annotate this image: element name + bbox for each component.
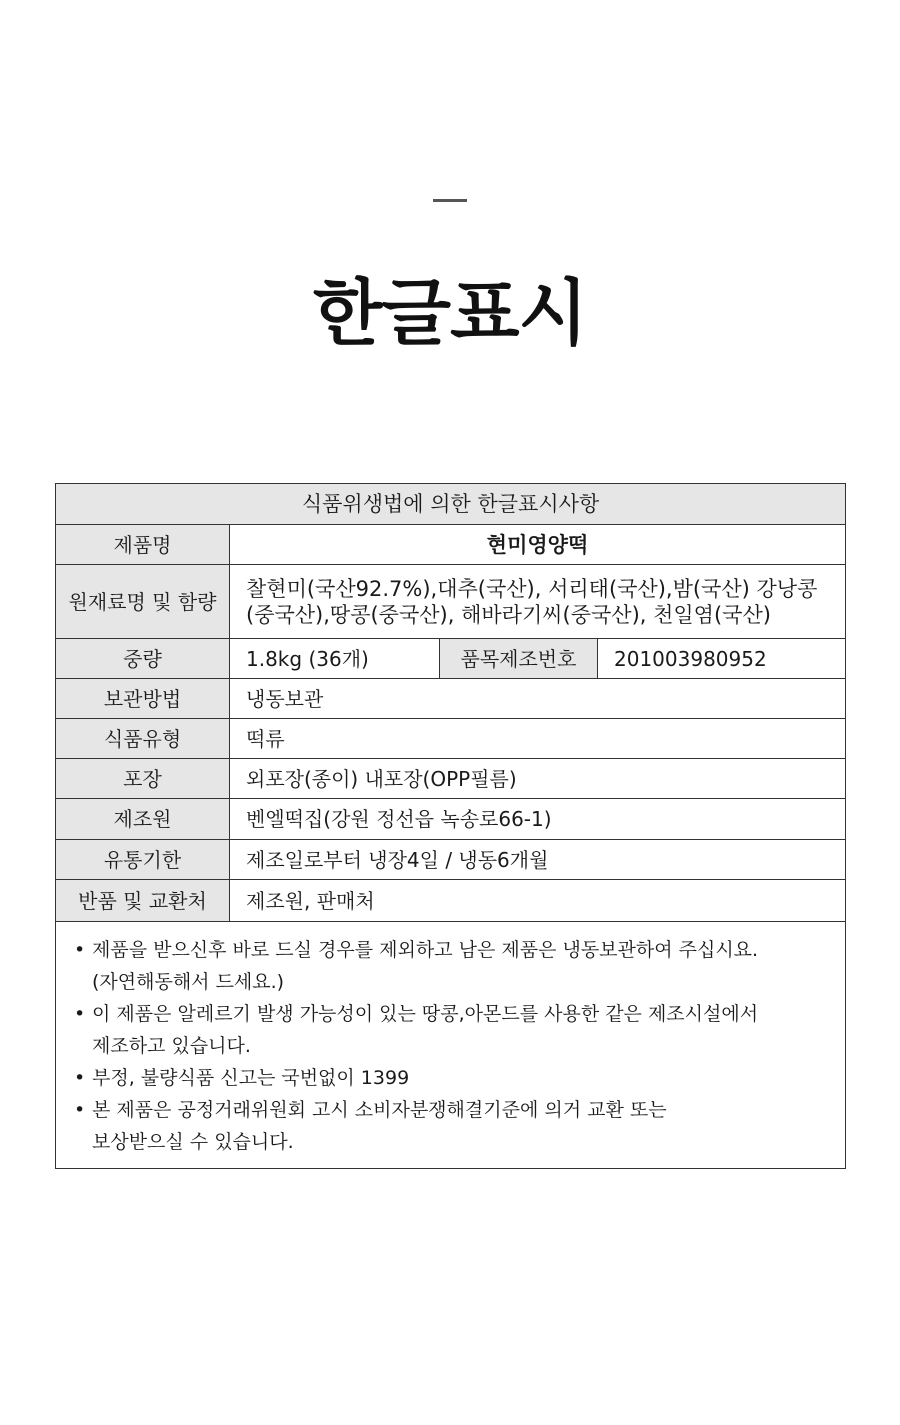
table-row-notes bbox=[56, 922, 846, 1169]
table-row-expiry bbox=[56, 840, 846, 880]
expiry-label: 유통기한 bbox=[56, 840, 230, 880]
table-row-manufacturer bbox=[56, 799, 846, 840]
bullet-icon: • bbox=[74, 1067, 86, 1089]
notes-line: (자연해동해서 드세요.) bbox=[92, 971, 285, 993]
expiry-value: 제조일로부터 냉장4일 / 냉동6개월 bbox=[230, 840, 846, 880]
table-row-food-type bbox=[56, 719, 846, 759]
notes-line: 이 제품은 알레르기 발생 가능성이 있는 땅콩,아몬드를 사용한 같은 제조시설에서 bbox=[92, 1003, 759, 1025]
ingredients-label: 원재료명 및 함량 bbox=[56, 565, 230, 639]
table-row-packaging bbox=[56, 759, 846, 799]
report-number-label: 품목제조번호 bbox=[440, 639, 598, 679]
notes-list-item bbox=[72, 1094, 829, 1158]
returns-value: 제조원, 판매처 bbox=[230, 880, 846, 922]
ingredients-line: 찰현미(국산92.7%),대추(국산), 서리태(국산),밤(국산) 강낭콩 bbox=[246, 576, 818, 601]
notes-list bbox=[72, 934, 829, 1158]
weight-value: 1.8kg (36개) bbox=[230, 639, 440, 679]
weight-label: 중량 bbox=[56, 639, 230, 679]
bullet-icon: • bbox=[74, 1003, 86, 1025]
notes-list-item bbox=[72, 1062, 829, 1094]
page-title: 한글표시 bbox=[312, 271, 588, 355]
storage-label: 보관방법 bbox=[56, 679, 230, 719]
packaging-label: 포장 bbox=[56, 759, 230, 799]
food-label-table bbox=[55, 483, 846, 1169]
notes-list-item bbox=[72, 998, 829, 1062]
product-name-label: 제품명 bbox=[56, 525, 230, 565]
ingredients-value bbox=[230, 565, 846, 639]
food-type-label: 식품유형 bbox=[56, 719, 230, 759]
notes-line: 본 제품은 공정거래위원회 고시 소비자분쟁해결기준에 의거 교환 또는 bbox=[92, 1099, 667, 1121]
table-header: 식품위생법에 의한 한글표시사항 bbox=[56, 484, 846, 525]
food-type-value: 떡류 bbox=[230, 719, 846, 759]
table-row-returns bbox=[56, 880, 846, 922]
report-number-value: 201003980952 bbox=[598, 639, 846, 679]
bullet-icon: • bbox=[74, 939, 86, 961]
notes-line: 보상받으실 수 있습니다. bbox=[92, 1131, 294, 1153]
bullet-icon: • bbox=[74, 1099, 86, 1121]
table-row-ingredients bbox=[56, 565, 846, 639]
table-row-storage bbox=[56, 679, 846, 719]
product-name-value: 현미영양떡 bbox=[230, 525, 846, 565]
table-row-weight bbox=[56, 639, 846, 679]
notes-line: 제품을 받으신후 바로 드실 경우를 제외하고 남은 제품은 냉동보관하여 주십시요. bbox=[92, 939, 759, 961]
returns-label: 반품 및 교환처 bbox=[56, 880, 230, 922]
notes-cell bbox=[56, 922, 846, 1169]
title-divider bbox=[433, 199, 467, 202]
storage-value: 냉동보관 bbox=[230, 679, 846, 719]
notes-line: 제조하고 있습니다. bbox=[92, 1035, 251, 1057]
notes-list-item bbox=[72, 934, 829, 998]
notes-line: 부정, 불량식품 신고는 국번없이 1399 bbox=[92, 1067, 410, 1089]
manufacturer-value: 벤엘떡집(강원 정선읍 녹송로66-1) bbox=[230, 799, 846, 840]
ingredients-line: (중국산),땅콩(중국산), 해바라기씨(중국산), 천일염(국산) bbox=[246, 602, 771, 627]
manufacturer-label: 제조원 bbox=[56, 799, 230, 840]
table-header-row bbox=[56, 484, 846, 525]
table-row-product-name bbox=[56, 525, 846, 565]
packaging-value: 외포장(종이) 내포장(OPP필름) bbox=[230, 759, 846, 799]
